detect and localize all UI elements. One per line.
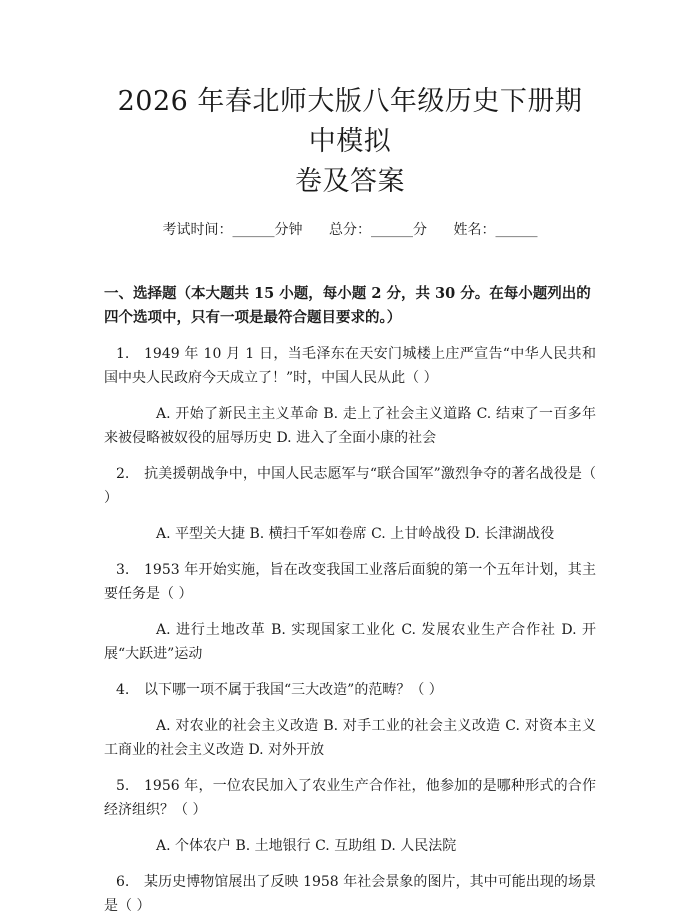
question-text: 某历史博物馆展出了反映 1958 年社会景象的图片，其中可能出现的场景是（ ） [104, 874, 596, 914]
question-4-options: A. 对农业的社会主义改造 B. 对手工业的社会主义改造 C. 对资本主义工商业的社会主义改造 D. 对外开放 [104, 718, 596, 758]
question-3 [104, 558, 596, 606]
question-1 [104, 342, 596, 390]
title-line-1: 2026 年春北师大版八年级历史下册期中模拟 [117, 86, 583, 157]
question-number: 5. [116, 778, 130, 794]
question-2-options: A. 平型关大捷 B. 横扫千军如卷席 C. 上甘岭战役 D. 长津湖战役 [156, 526, 555, 542]
student-name-field: 姓名：______ [453, 222, 538, 238]
total-score-field: 总分：______分 [329, 222, 427, 238]
question-text: 1953 年开始实施，旨在改变我国工业落后面貌的第一个五年计划，其主要任务是（ ） [104, 562, 596, 602]
question-2 [104, 462, 596, 510]
question-number: 3. [116, 562, 130, 578]
question-number: 1. [116, 346, 130, 362]
question-number: 2. [116, 466, 130, 482]
question-5-options: A. 个体农户 B. 土地银行 C. 互助组 D. 人民法院 [156, 838, 457, 854]
section-heading: 一、选择题（本大题共 15 小题，每小题 2 分，共 30 分。在每小题列出的四个选项中，只有一项是最符合题目要求的。） [104, 285, 591, 326]
exam-time-field: 考试时间：______分钟 [162, 222, 303, 238]
question-3-options: A. 进行土地改革 B. 实现国家工业化 C. 发展农业生产合作社 D. 开展“大跃进”运动 [104, 622, 596, 662]
question-5 [104, 774, 596, 822]
question-text: 抗美援朝战争中，中国人民志愿军与“联合国军”激烈争夺的著名战役是（ ） [104, 466, 596, 506]
question-number: 6. [116, 874, 130, 890]
question-number: 4. [116, 682, 130, 698]
page-title [104, 0, 596, 202]
question-text: 以下哪一项不属于我国“三大改造”的范畴？（ ） [144, 682, 443, 698]
question-text: 1956 年，一位农民加入了农业生产合作社，他参加的是哪种形式的合作经济组织？（ ） [104, 778, 596, 818]
question-1-options: A. 开始了新民主主义革命 B. 走上了社会主义道路 C. 结束了一百多年来被侵略被奴役的屈辱历史 D. 进入了全面小康的社会 [104, 406, 596, 446]
question-4 [104, 678, 596, 702]
question-6 [104, 870, 596, 918]
question-text: 1949 年 10 月 1 日，当毛泽东在天安门城楼上庄严宣告“中华人民共和国中央人民政府今天成立了！”时，中国人民从此（ ） [104, 346, 596, 386]
exam-meta [104, 220, 596, 240]
title-line-2: 卷及答案 [295, 166, 405, 197]
